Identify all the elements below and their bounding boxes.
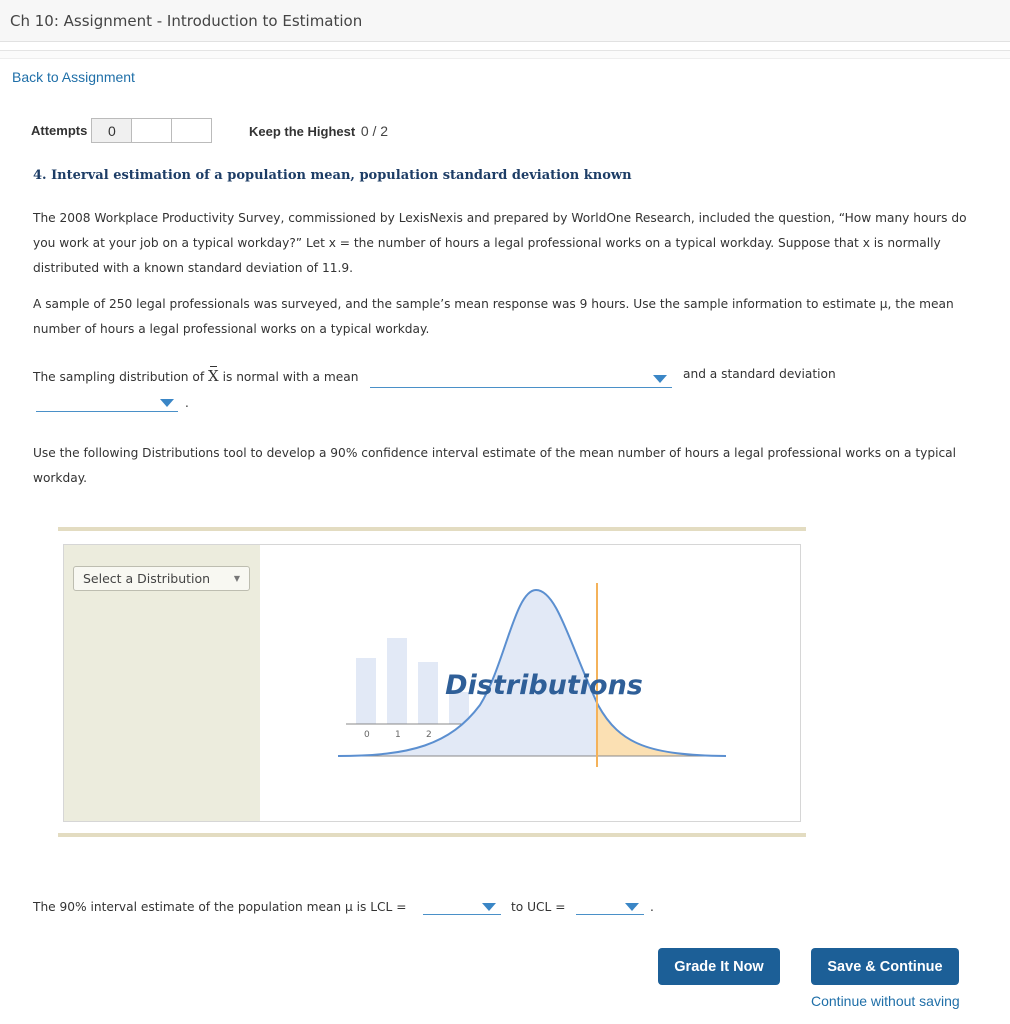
splash-bar-2 bbox=[387, 638, 407, 724]
caret-down-icon: ▼ bbox=[233, 574, 240, 583]
sd-dropdown[interactable] bbox=[36, 394, 178, 412]
splash-bar-1 bbox=[356, 658, 376, 724]
lcl-dropdown-arrow-icon[interactable] bbox=[482, 903, 496, 911]
x-bar-symbol: X bbox=[208, 367, 219, 385]
sampling-middle: is normal with a mean bbox=[222, 370, 359, 384]
title-divider bbox=[0, 50, 1010, 59]
save-and-continue-button[interactable]: Save & Continue bbox=[811, 948, 959, 985]
attempts-tracker bbox=[31, 118, 212, 143]
continue-without-saving-link[interactable]: Continue without saving bbox=[811, 993, 960, 1009]
sampling-prefix: The sampling distribution of bbox=[33, 370, 205, 384]
ucl-dropdown-arrow-icon[interactable] bbox=[625, 903, 639, 911]
back-to-assignment-link[interactable]: Back to Assignment bbox=[12, 69, 135, 85]
splash-tick-2: 2 bbox=[426, 730, 432, 740]
interval-prefix: The 90% interval estimate of the population mean μ is LCL = bbox=[33, 900, 407, 914]
mean-dropdown[interactable] bbox=[370, 370, 672, 388]
question-paragraph-2: A sample of 250 legal professionals was surveyed, and the sample’s mean response was 9 hours. Use the sample information to estimate μ, the mean number of hours a legal professional works on a typical workday. bbox=[33, 297, 954, 336]
title-bar bbox=[0, 0, 1010, 42]
page-title: Ch 10: Assignment - Introduction to Estimation bbox=[10, 12, 363, 30]
select-distribution-label: Select a Distribution bbox=[83, 571, 211, 586]
keep-highest-label: Keep the Highest bbox=[249, 124, 356, 139]
tool-bottom-rule bbox=[58, 833, 806, 837]
question-title: 4. Interval estimation of a population mean, population standard deviation known bbox=[33, 168, 632, 183]
attempt-box-3 bbox=[171, 118, 212, 143]
attempt-box-1: 0 bbox=[91, 118, 132, 143]
question-paragraph-3: Use the following Distributions tool to develop a 90% confidence interval estimate of the mean number of hours a legal professional works on a typical workday. bbox=[33, 446, 957, 485]
question-paragraph-1: The 2008 Workplace Productivity Survey, commissioned by LexisNexis and prepared by WorldOne Research, included the question, “How many hours do you work at your job on a typical workday?” Let x = the number of hours a legal professional works on a typical workday. Suppose that x is normally distributed with a known standard deviation of 11.9. bbox=[33, 211, 967, 275]
tool-top-rule bbox=[58, 527, 806, 531]
interval-middle: to UCL = bbox=[511, 900, 566, 914]
distributions-tool[interactable] bbox=[63, 544, 801, 822]
sampling-suffix: and a standard deviation bbox=[683, 367, 836, 381]
keep-highest bbox=[249, 123, 388, 139]
score-value: 0 / 2 bbox=[360, 123, 389, 139]
grade-it-now-button[interactable]: Grade It Now bbox=[658, 948, 780, 985]
splash-tick-0: 0 bbox=[364, 730, 370, 740]
tool-sidebar bbox=[64, 545, 260, 821]
mean-dropdown-arrow-icon[interactable] bbox=[653, 375, 667, 383]
splash-tick-1: 1 bbox=[395, 730, 401, 740]
splash-title: Distributions bbox=[445, 670, 643, 701]
splash-bar-3 bbox=[418, 662, 438, 724]
attempts-label: Attempts bbox=[31, 123, 88, 138]
attempt-box-2 bbox=[131, 118, 172, 143]
interval-end: . bbox=[650, 900, 654, 914]
sd-dropdown-arrow-icon[interactable] bbox=[160, 399, 174, 407]
select-distribution-button[interactable] bbox=[73, 566, 250, 591]
sampling-end-period: . bbox=[185, 396, 189, 410]
distributions-splash bbox=[260, 545, 800, 821]
